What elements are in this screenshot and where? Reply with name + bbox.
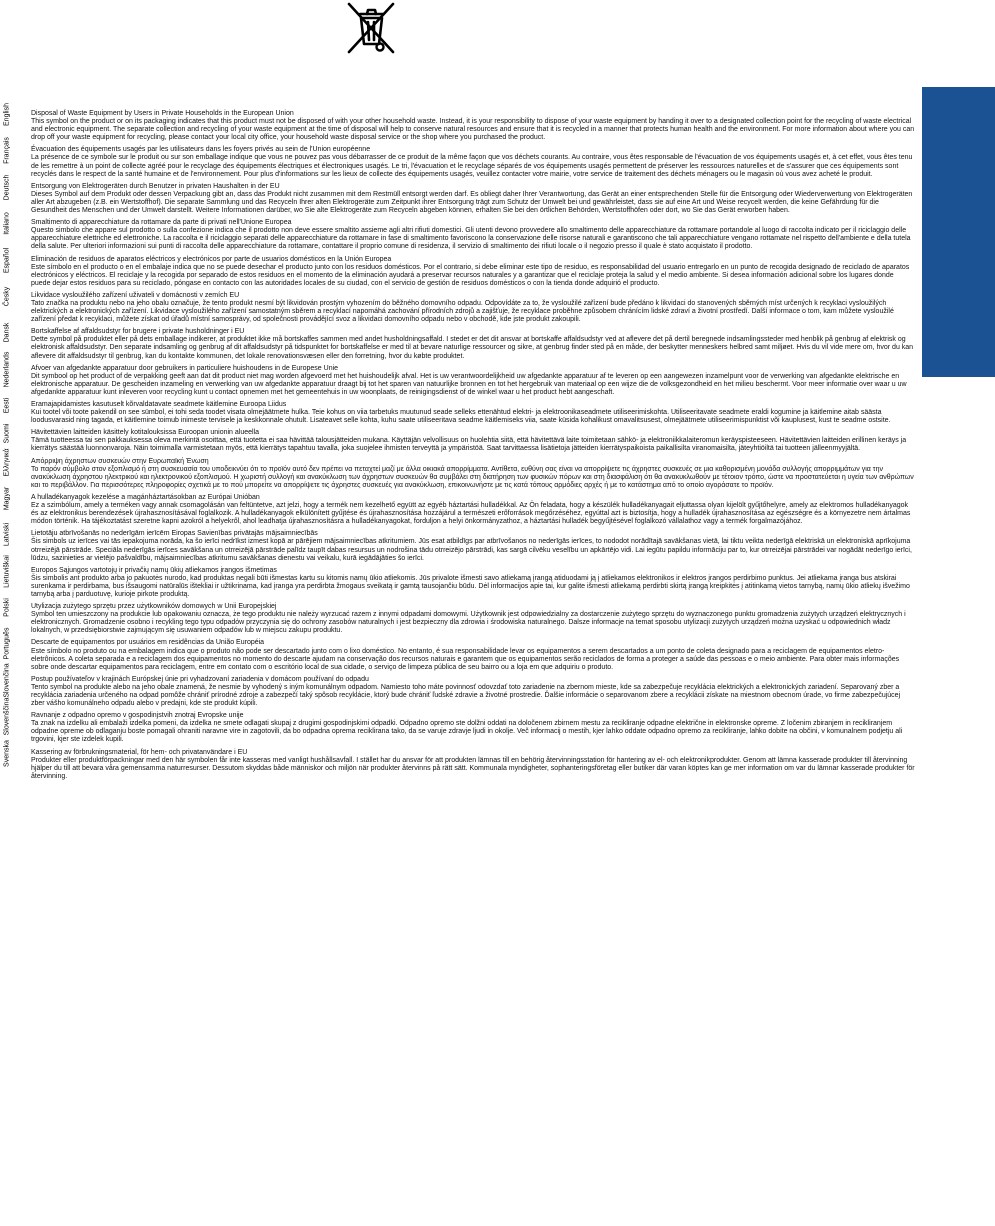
language-label: Español [3,247,11,273]
section-title: Évacuation des équipements usagés par les utilisateurs dans les foyers privés au sein de l'Union européenne [31,146,371,154]
language-label: Eesti [3,397,11,414]
section-title: Descarte de equipamentos por usuários em residências da União Européia [31,639,265,647]
section-body [31,183,915,215]
language-section [0,627,915,671]
language-label: Svenska [3,739,11,767]
section-title: Likvidace vysloužilého zařízení uživateli v domácnosti v zemích EU [31,291,240,299]
language-section [0,663,915,708]
section-title: Entsorgung von Elektrogeräten durch Benutzer in privaten Haushalten in der EU [31,182,280,190]
section-text: Το παρόν σύμβολο στον εξοπλισμό ή στη συσκευασία του υποδεικνύει ότι το προϊόν αυτό δεν πρέπει να πεταχτεί μαζί με άλλα οικιακά απορρίμματα. Αντίθετα, ευθύνη σας είναι να απορρίψετε τις άχρηστες συσκευές σε μια καθορισμένη μονάδα συλλογής απορριμμάτων για την ανακύκλωση άχρηστου ηλεκτρικού και ηλεκτρονικού εξοπλισμού. Η χωριστή συλλογή και ανακύκλωση των άχρηστων συσκευών θα συμβάλει στη διατήρηση των φυσικών πόρων και στη διασφάλιση ότι θα ανακυκλωθούν με τέτοιον τρόπο, ώστε να προστατεύεται η υγεία των ανθρώπων και το περιβάλλον. Για περισσότερες πληροφορίες σχετικά με το πού μπορείτε να απορρίψετε τις άχρηστες συσκευές για ανακύκλωση, επικοινωνήστε με τις κατά τόπους αρμόδιες αρχές ή με το κατάστημα από το οποίο αγοράσατε το προϊόν. [31,465,914,489]
section-body [31,494,915,526]
section-title: A hulladékanyagok kezelése a magánháztartásokban az Európai Unióban [31,493,260,501]
language-section [0,247,915,288]
section-body [31,401,915,425]
section-body [31,146,915,178]
section-text: Este símbolo en el producto o en el embalaje indica que no se puede desechar el producto junto con los residuos domésticos. Por el contrario, si debe eliminar este tipo de residuo, es responsabilidad del usuario entregarlo en un punto de recogida designado de reciclado de aparatos electrónicos y eléctricos. El reciclaje y la recogida por separado de estos residuos en el momento de la eliminación ayudará a preservar recursos naturales y a garantizar que el reciclaje proteja la salud y el medio ambiente. Si desea información adicional sobre los lugares donde puede dejar estos residuos para su reciclado, póngase en contacto con las autoridades locales de su ciudad, con el servicio de gestión de residuos domésticos o con la tienda donde adquirió el producto. [31,263,910,287]
language-label: Deutsch [3,174,11,201]
language-section [0,486,915,526]
section-body [31,429,915,453]
section-title: Europos Sąjungos vartotojų ir privačių namų ūkių atliekamos įrangos išmetimas [31,566,277,574]
section-title: Disposal of Waste Equipment by Users in Private Households in the European Union [31,110,294,117]
section-body [31,110,915,142]
language-section [0,397,915,425]
section-body [31,603,915,635]
section-text: Tato značka na produktu nebo na jeho obalu označuje, že tento produkt nesmí být likvidován prostým vyhozením do běžného domovního odpadu. Odpovídáte za to, že vysloužilé zařízení bude předáno k likvidaci do stanovených sběrných míst určených k recyklaci vysloužilých elektrických a elektronických zařízení. Likvidace vysloužilého zařízení samostatným sběrem a recyklací napomáhá zachování přírodních zdrojů a zajišťuje, že recyklace proběhne způsobem chránícím lidské zdraví a životní prostředí. Další informace o tom, kam můžete vysloužilé zařízení předat k recyklaci, můžete získat od úřadů místní samosprávy, od společnosti provádějící svoz a likvidaci domovního odpadu nebo v obchodě, kde jste produkt zakoupili. [31,299,894,324]
language-label: English [3,103,11,126]
section-text: Symbol ten umieszczony na produkcie lub opakowaniu oznacza, że tego produktu nie należy wyrzucać razem z innymi odpadami domowymi. Użytkownik jest odpowiedzialny za dostarczenie zużytego sprzętu do wyznaczonego punktu gromadzenia zużytych urządzeń elektrycznych i elektronicznych. Gromadzenie osobno i recykling tego typu odpadów przyczynia się do ochrony zasobów naturalnych i jest bezpieczny dla zdrowia i środowiska naturalnego. Dalsze informacje na temat sposobu utylizacji zużytych urządzeń można uzyskać u odpowiednich władz lokalnych, w przedsiębiorstwie zajmującym się usuwaniem odpadów lub w miejscu zakupu produktu. [31,611,906,635]
section-title: Eliminación de residuos de aparatos eléctricos y electrónicos por parte de usuarios domésticos en la Unión Europea [31,255,392,263]
language-label: Ελληνικά [3,448,11,477]
crossed-out-wheelie-bin-icon [343,0,399,56]
section-side-tab [922,87,995,377]
language-label: Slovenščina [3,697,11,736]
language-section [0,174,915,215]
section-text: Ez a szimbólum, amely a terméken vagy annak csomagolásán van feltüntetve, azt jelzi, hogy a termék nem kezelhető együtt az egyéb háztartási hulladékkal. Az Ön feladata, hogy a készülék hulladékanyagait eljuttassa olyan kijelölt gyűjtőhelyre, amely az elektromos hulladékanyagok és az elektronikus berendezések újrahasznosításával foglalkozik. A hulladékanyagok elkülönített gyűjtése és újrahasznosítása hozzájárul a természeti erőforrások megőrzéséhez, egyúttal azt is biztosítja, hogy a hulladék újrahasznosítása az egészségre és a környezetre nem ártalmas módon történik. Ha tájékoztatást szeretne kapni azokról a helyekről, ahol leadhatja újrahasznosításra a hulladékanyagokat, forduljon a helyi önkormányzathoz, a háztartási hulladék begyűjtésével foglalkozó vállalathoz vagy a termék forgalmazójához. [31,502,911,526]
section-title: Eramajapidamistes kasutuselt kõrvaldatavate seadmete käitlemine Euroopa Liidus [31,401,287,408]
language-section [0,322,915,360]
section-text: Dit symbool op het product of de verpakking geeft aan dat dit product niet mag worden afgevoerd met het huishoudelijk afval. Het is uw verantwoordelijkheid uw afgedankte apparatuur af te leveren op een aangewezen inzamelpunt voor de verwerking van afgedankte elektrische en elektronische apparatuur. De gescheiden inzameling en verwerking van uw afgedankte apparatuur draagt bij tot het sparen van natuurlijke bronnen en tot het hergebruik van materiaal op een wijze die de volksgezondheid en het milieu beschermt. Voor meer informatie over waar u uw afgedankte apparatuur kunt inleveren voor recycling kunt u contact opnemen met het gemeentehuis in uw woonplaats, de reinigingsdienst of de winkel waar u het product hebt aangeschaft. [31,372,907,396]
section-body [31,530,915,562]
section-text: Šis simbols uz ierīces vai tās iepakojuma norāda, ka šo ierīci nedrīkst izmest kopā ar pārējiem mājsaimniecības atkritumiem. Jūs esat atbildīgs par atbrīvošanos no nederīgās ierīces, to nododot norādītajā savākšanas vietā, lai tiktu veikta nederīgā elektriskā un elektroniskā aprīkojuma otrreizējā pārstrāde. Speciāla nederīgās ierīces savākšana un otrreizējā pārstrāde palīdz taupīt dabas resursus un nodrošina tādu otrreizējo pārstrādi, kas sargā cilvēku veselību un apkārtējo vidi. Lai iegūtu papildu informāciju par to, kur otrreizējai pārstrādei var nogādāt nederīgo ierīci, lūdzu, sazinieties ar vietējo pašvaldību, mājsaimniecības atkritumu savākšanas dienestu vai veikalu, kurā iegādājāties šo ierīci. [31,538,912,562]
section-text: Tento symbol na produkte alebo na jeho obale znamená, že nesmie by vyhodený s iným komunálnym odpadom. Namiesto toho máte povinnosť odovzdať toto zariadenie na zbernom mieste, kde sa zabezpečuje recyklácia elektrických a elektronických zariadení. Separovaný zber a recyklácia zariadenia určeného na odpad pomôže chrániť prírodné zdroje a zabezpečí taký spôsob recyklácie, ktorý bude chrániť ľudské zdravie a životné prostredie. Ďalšie informácie o separovanom zbere a recyklácii získate na miestnom obecnom úrade, vo firme zabezpečujúcej zber vášho komunálneho odpadu alebo v predajni, kde ste produkt kúpili. [31,683,901,708]
section-text: Šis simbolis ant produkto arba jo pakuotės nurodo, kad produktas negali būti išmestas kartu su kitomis namų ūkio atliekomis. Jūs privalote išmesti savo atliekamą įrangą atiduodami ją į atliekamos elektronikos ir elektros įrangos perdirbimo punktus. Jei atliekama įranga bus atskirai surenkama ir perdirbama, bus išsaugomi natūralūs ištekliai ir užtikrinama, kad įranga yra perdirbta žmogaus sveikatą ir gamtą tausojančiu būdu. Dėl informacijos apie tai, kur galite išmesti atliekamą perdirbti skirtą įrangą kreipkitės į atitinkamą vietos tarnybą, namų ūkio atliekų išvežimo tarnybą arba į parduotuvę, kurioje pirkote produktą. [31,574,910,598]
language-section [0,212,915,251]
weee-disposal-notice [0,103,915,785]
section-body [31,639,915,671]
section-text: Dette symbol på produktet eller på dets emballage indikerer, at produktet ikke må bortskaffes sammen med andet husholdningsaffald. I stedet er det dit ansvar at bortskaffe affaldsudstyr ved at aflevere det på dertil beregnede indsamlingssteder med henblik på genbrug af elektrisk og elektronisk affaldsudstyr. Den separate indsamling og genbrug af dit affaldsudstyr på tidspunktet for bortskaffelse er med til at bevare naturlige ressourcer og sikre, at genbrug finder sted på en måde, der beskytter menneskers helbred samt miljøet. Hvis du vil vide mere om, hvor du kan aflevere dit affaldsudstyr til genbrug, kan du kontakte kommunen, det lokale renovationsvæsen eller den forretning, hvor du købte produktet. [31,336,914,360]
section-body [31,676,915,708]
section-title: Utylizacja zużytego sprzętu przez użytkowników domowych w Unii Europejskiej [31,603,277,611]
language-label: Latviski [3,523,11,547]
language-section [0,523,915,562]
language-section [0,739,915,781]
language-label: Lietuviškai [3,554,11,588]
language-label: Slovenčina [3,663,11,698]
language-label: Italiano [3,212,11,235]
section-text: Dieses Symbol auf dem Produkt oder dessen Verpackung gibt an, dass das Produkt nicht zusammen mit dem Restmüll entsorgt werden darf. Es obliegt daher Ihrer Verantwortung, das Gerät an einer entsprechenden Stelle für die Entsorgung oder Wiederverwertung von Elektrogeräten aller Art abzugeben (z.B. ein Wertstoffhof). Die separate Sammlung und das Recyceln Ihrer alten Elektrogeräte zum Zeitpunkt ihrer Entsorgung trägt zum Schutz der Umwelt bei und gewährleistet, dass sie auf eine Art und Weise recycelt werden, die keine Gefährdung für die Gesundheit des Menschen und der Umwelt darstellt. Weitere Informationen darüber, wo Sie alte Elektrogeräte zum Recyceln abgeben können, erhalten Sie bei den örtlichen Behörden, Wertstoffhöfen oder dort, wo Sie das Gerät erworben haben. [31,190,913,215]
section-body [31,328,915,360]
language-label: Česky [3,286,11,307]
language-label: Français [3,137,11,165]
language-section [0,103,915,142]
language-label: Nederlands [3,351,11,388]
section-body [31,749,915,781]
language-section [0,137,915,178]
section-body [31,458,915,490]
section-body [31,712,915,744]
section-text: La présence de ce symbole sur le produit ou sur son emballage indique que vous ne pouvez pas vous débarrasser de ce produit de la même façon que vos déchets courants. Au contraire, vous êtes responsable de l'évacuation de vos équipements usagés et, à cet effet, vous êtes tenu de les remettre à un point de collecte agréé pour le recyclage des équipements électriques et électroniques usagés. Le tri, l'évacuation et le recyclage séparés de vos équipements usagés permettent de préserver les ressources naturelles et de s'assurer que ces équipements sont recyclés dans le respect de la santé humaine et de l'environnement. Pour plus d'informations sur les lieux de collecte des équipements usagés, veuillez contacter votre mairie, votre service de traitement des déchets ménagers ou le magasin où vous avez acheté le produit. [31,154,913,178]
language-section [0,286,915,324]
section-title: Smaltimento di apparecchiature da rottamare da parte di privati nell'Unione Europea [31,219,292,227]
section-body [31,292,915,324]
section-body [31,256,915,288]
language-label: Polski [3,598,11,617]
section-text: Questo simbolo che appare sul prodotto o sulla confezione indica che il prodotto non deve essere smaltito assieme agli altri rifiuti domestici. Gli utenti devono provvedere allo smaltimento delle apparecchiature da rottamare portandole al luogo di raccolta indicato per il riciclaggio delle apparecchiature elettriche ed elettroniche. La raccolta e il riciclaggio separati delle apparecchiature da rottamare in fase di smaltimento favoriscono la conservazione delle risorse naturali e garantiscono che tali apparecchiature vengano rottamate nel rispetto dell'ambiente e della tutela della salute. Per ulteriori informazioni sui punti di raccolta delle apparecchiature da rottamare, contattare il proprio comune di residenza, il servizio di smaltimento dei rifiuti locale o il negozio presso il quale è stato acquistato il prodotto. [31,227,911,251]
language-label: Português [3,627,11,660]
section-text: Kui tootel või toote pakendil on see sümbol, ei tohi seda toodet visata olmejäätmete hulka. Teie kohus on viia tarbetuks muutunud seade selleks ettenähtud elektri- ja elektroonikaseadmete utiliseerimiskohta. Utiliseeritavate seadmete eraldi kogumine ja käitlemine aitab säästa loodusvarasid ning tagada, et käitlemine toimub inimeste tervisele ja keskkonnale ohutult. Lisateavet selle kohta, kuhu saate utiliseeritava seadme käitlemiseks viia, saate küsida kohalikust omavalitsusest, olmejäätmete utiliseerimispunktist või kauplusest, kust te seadme ostsite. [31,409,891,425]
language-label: Suomi [3,423,11,444]
section-title: Afvoer van afgedankte apparatuur door gebruikers in particuliere huishoudens in de Europese Unie [31,364,339,372]
section-title: Bortskaffelse af affaldsudstyr for brugere i private husholdninger i EU [31,328,245,336]
section-title: Hävitettävien laitteiden käsittely kotitalouksissa Euroopan unionin alueella [31,429,260,437]
section-text: Ta znak na izdelku ali embalaži izdelka pomeni, da izdelka ne smete odlagati skupaj z drugimi gospodinjskimi odpadki. Odpadno opremo ste dolžni oddati na določenem zbirnem mestu za recikliranje odpadne električne in elektronske opreme. Z ločenim zbiranjem in recikliranjem odpadne opreme ob odlaganju boste pomagali ohraniti naravne vire in zagotovili, da bo odpadna oprema reciklirana tako, da se varuje zdravje ljudi in okolje. Več informacij o mestih, kjer lahko oddate odpadno opremo za recikliranje, lahko dobite na občini, v komunalnem podjetju ali trgovini, kjer ste izdelek kupili. [31,720,903,744]
section-body [31,219,915,251]
section-text: Produkter eller produktförpackningar med den här symbolen får inte kasseras med vanligt hushållsavfall. I stället har du ansvar för att produkten lämnas till en behörig återvinningsstation för hantering av el- och elektronikprodukter. Genom att lämna kasserade produkter till återvinning hjälper du till att bevara våra gemensamma naturresurser. Dessutom skyddas både människor och miljön när produkter återvinns på rätt sätt. Kommunala myndigheter, sophanteringsföretag eller butiker där varan köptes kan ge mer information om var du lämnar kasserade produkter för återvinning. [31,756,915,780]
section-text: Este símbolo no produto ou na embalagem indica que o produto não pode ser descartado junto com o lixo doméstico. No entanto, é sua responsabilidade levar os equipamentos a serem descartados a um ponto de coleta designado para a reciclagem de equipamentos eletro-eletrônicos. A coleta separada e a reciclagem dos equipamentos no momento do descarte ajudam na conservação dos recursos naturais e garantem que os equipamentos serão reciclados de forma a proteger a saúde das pessoas e o meio ambiente. Para obter mais informações sobre onde descartar equipamentos para reciclagem, entre em contato com o escritório local de sua cidade, o serviço de limpeza pública de seu bairro ou a loja em que adquiriu o produto. [31,647,900,671]
language-section [0,554,915,599]
language-section [0,697,915,744]
section-title: Ravnanje z odpadno opremo v gospodinjstvih znotraj Evropske unije [31,712,244,720]
section-title: Postup používateľov v krajinách Európskej únie pri vyhadzovaní zariadenia v domácom používaní do odpadu [31,675,369,683]
language-label: Magyar [3,486,11,511]
section-text: This symbol on the product or on its packaging indicates that this product must not be disposed of with your other household waste. Instead, it is your responsibility to dispose of your waste equipment by handing it over to a designated collection point for the recycling of waste electrical and electronic equipment. The separate collection and recycling of your waste equipment at the time of disposal will help to conserve natural resources and ensure that it is recycled in a manner that protects human health and the environment. For more information about where you can drop off your waste equipment for recycling, please contact your local city office, your household waste disposal service or the shop where you purchased the product. [31,118,915,142]
section-text: Tämä tuotteessa tai sen pakkauksessa oleva merkintä osoittaa, että tuotetta ei saa hävittää talousjätteiden mukana. Käyttäjän velvollisuus on huolehtia siitä, että hävitettävä laite toimitetaan sähkö- ja elektroniikkalaiteromun keräyspisteeseen. Hävitettävien laitteiden erillinen keräys ja kierrätys säästää luonnonvaroja. Näin toimimalla varmistetaan myös, että kierrätys tapahtuu tavalla, joka suojelee ihmisten terveyttä ja ympäristöä. Saat tarvittaessa lisätietoja jätteiden kierrätyspaikoista paikallisilta viranomaisilta, jäteyhtiöiltä tai tuotteen jälleenmyyjältä. [31,437,907,453]
section-body [31,567,915,599]
language-section [0,598,915,635]
language-section [0,351,915,397]
language-label: Dansk [3,322,11,343]
language-section [0,448,915,490]
language-section [0,423,915,453]
section-title: Kassering av förbrukningsmaterial, för hem- och privatanvändare i EU [31,748,248,756]
section-body [31,365,915,397]
section-title: Απόρριψη άχρηστων συσκευών στην Ευρωπαϊκή Ένωση [31,457,209,465]
section-title: Lietotāju atbrīvošanās no nederīgām ierīcēm Eiropas Savienības privātajās mājsaimniecībās [31,530,318,538]
